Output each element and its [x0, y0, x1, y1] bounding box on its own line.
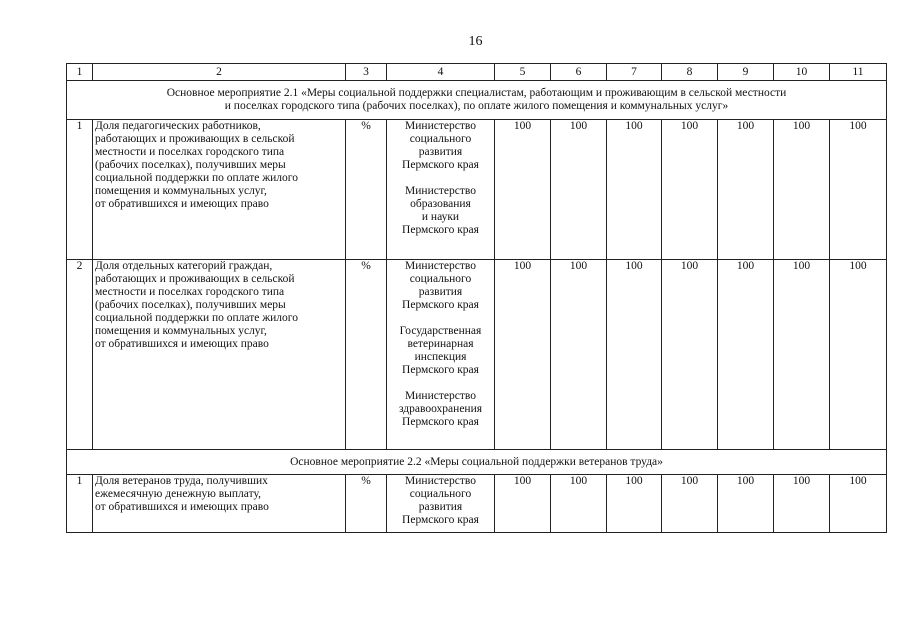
indicator-name [93, 260, 346, 450]
page-number: 16 [468, 34, 483, 49]
value-cell: 100 [830, 120, 887, 260]
indicator-name-line: работающих и проживающих в сельской [95, 273, 295, 285]
responsible-org-line: развития [418, 501, 463, 513]
indicator-name-line: работающих и проживающих в сельской [95, 133, 295, 145]
responsible-org-line: ветеринарная [407, 338, 474, 350]
indicator-name-line: социальной поддержки по оплате жилого [95, 312, 298, 324]
column-number-cell: 7 [607, 64, 662, 81]
responsible-org-line: развития [418, 286, 463, 298]
value-cell: 100 [551, 260, 607, 450]
value-cell: 100 [607, 120, 662, 260]
section-title-row [67, 81, 887, 120]
indicator-name-line: от обратившихся и имеющих право [95, 198, 269, 210]
value-cell: 100 [662, 260, 718, 450]
value-cell: 100 [607, 260, 662, 450]
responsible-org-cell [387, 475, 495, 533]
value-cell: 100 [774, 120, 830, 260]
value-cell: 100 [830, 475, 887, 533]
column-number-cell: 4 [387, 64, 495, 81]
indicator-name [93, 120, 346, 260]
indicator-name-line: ежемесячную денежную выплату, [95, 488, 261, 500]
column-number-cell: 2 [93, 64, 346, 81]
value-cell: 100 [495, 260, 551, 450]
section-title-line: и поселках городского типа (рабочих поселках), по оплате жилого помещения и коммунальных услуг» [224, 100, 729, 112]
indicator-row [67, 120, 887, 260]
value-cell: 100 [607, 475, 662, 533]
value-cell: 100 [718, 260, 774, 450]
responsible-org-cell [387, 120, 495, 260]
responsible-org-cell [387, 260, 495, 450]
column-number-cell: 5 [495, 64, 551, 81]
column-numbers-row [67, 64, 887, 81]
column-number-cell: 1 [67, 64, 93, 81]
column-number-cell: 9 [718, 64, 774, 81]
value-cell: 100 [774, 475, 830, 533]
row-number: 1 [67, 475, 93, 533]
value-cell: 100 [551, 475, 607, 533]
section-title-row [67, 450, 887, 475]
section-title-line: Основное мероприятие 2.1 «Меры социальной поддержки специалистам, работающим и проживающим в сельской местности [166, 87, 787, 99]
indicator-name-line: Доля ветеранов труда, получивших [95, 475, 268, 487]
value-cell: 100 [551, 120, 607, 260]
indicator-name-line: Доля отдельных категорий граждан, [95, 260, 273, 272]
unit-cell: % [346, 260, 387, 450]
indicator-name-line: социальной поддержки по оплате жилого [95, 172, 298, 184]
indicator-name-line: (рабочих поселках), получивших меры [95, 299, 286, 311]
indicator-name [93, 475, 346, 533]
value-cell: 100 [830, 260, 887, 450]
column-number-cell: 8 [662, 64, 718, 81]
value-cell: 100 [662, 475, 718, 533]
responsible-org-line: социального [409, 488, 472, 500]
responsible-org [389, 475, 492, 527]
indicator-name-line: Доля педагогических работников, [95, 120, 261, 132]
section-title-line: Основное мероприятие 2.2 «Меры социальной поддержки ветеранов труда» [290, 455, 663, 468]
indicator-name-line: от обратившихся и имеющих право [95, 501, 269, 513]
unit-cell: % [346, 120, 387, 260]
value-cell: 100 [495, 120, 551, 260]
responsible-org [389, 260, 492, 312]
column-number-cell: 3 [346, 64, 387, 81]
indicator-name-line: местности и поселках городского типа [95, 286, 285, 298]
responsible-org-line: Министерство [405, 120, 476, 132]
value-cell: 100 [718, 120, 774, 260]
responsible-org [389, 185, 492, 237]
responsible-org-line: Пермского края [402, 299, 479, 311]
section-title-cell [67, 81, 887, 120]
row-number: 1 [67, 120, 93, 260]
column-number-cell: 10 [774, 64, 830, 81]
unit-cell: % [346, 475, 387, 533]
responsible-org-line: социального [409, 133, 472, 145]
responsible-org-line: и науки [421, 211, 460, 223]
column-number-cell: 11 [830, 64, 887, 81]
responsible-org-line: Министерство [405, 475, 476, 487]
indicator-row [67, 260, 887, 450]
responsible-org [389, 120, 492, 172]
indicator-name-line: помещения и коммунальных услуг, [95, 185, 267, 197]
responsible-org-line: инспекция [414, 351, 467, 363]
indicator-name-line: (рабочих поселках), получивших меры [95, 159, 286, 171]
responsible-org-line: образования [410, 198, 471, 210]
row-number: 2 [67, 260, 93, 450]
responsible-org-line: социального [409, 273, 472, 285]
responsible-org-line: Министерство [405, 390, 476, 402]
column-number-cell: 6 [551, 64, 607, 81]
value-cell: 100 [718, 475, 774, 533]
responsible-org-line: Пермского края [402, 159, 479, 171]
responsible-org-line: Пермского края [402, 364, 479, 376]
indicator-row [67, 475, 887, 533]
responsible-org-line: Государственная [399, 325, 482, 337]
responsible-org-line: здравоохранения [398, 403, 483, 415]
indicators-table [66, 63, 887, 533]
responsible-org [389, 390, 492, 429]
responsible-org-line: Пермского края [402, 416, 479, 428]
value-cell: 100 [662, 120, 718, 260]
responsible-org-line: Пермского края [402, 514, 479, 526]
value-cell: 100 [495, 475, 551, 533]
responsible-org-line: развития [418, 146, 463, 158]
responsible-org [389, 325, 492, 377]
indicator-name-line: местности и поселках городского типа [95, 146, 285, 158]
table-body [67, 64, 887, 533]
responsible-org-line: Пермского края [402, 224, 479, 236]
indicator-name-line: от обратившихся и имеющих право [95, 338, 269, 350]
section-title-cell [67, 450, 887, 475]
value-cell: 100 [774, 260, 830, 450]
responsible-org-line: Министерство [405, 260, 476, 272]
responsible-org-line: Министерство [405, 185, 476, 197]
indicator-name-line: помещения и коммунальных услуг, [95, 325, 267, 337]
